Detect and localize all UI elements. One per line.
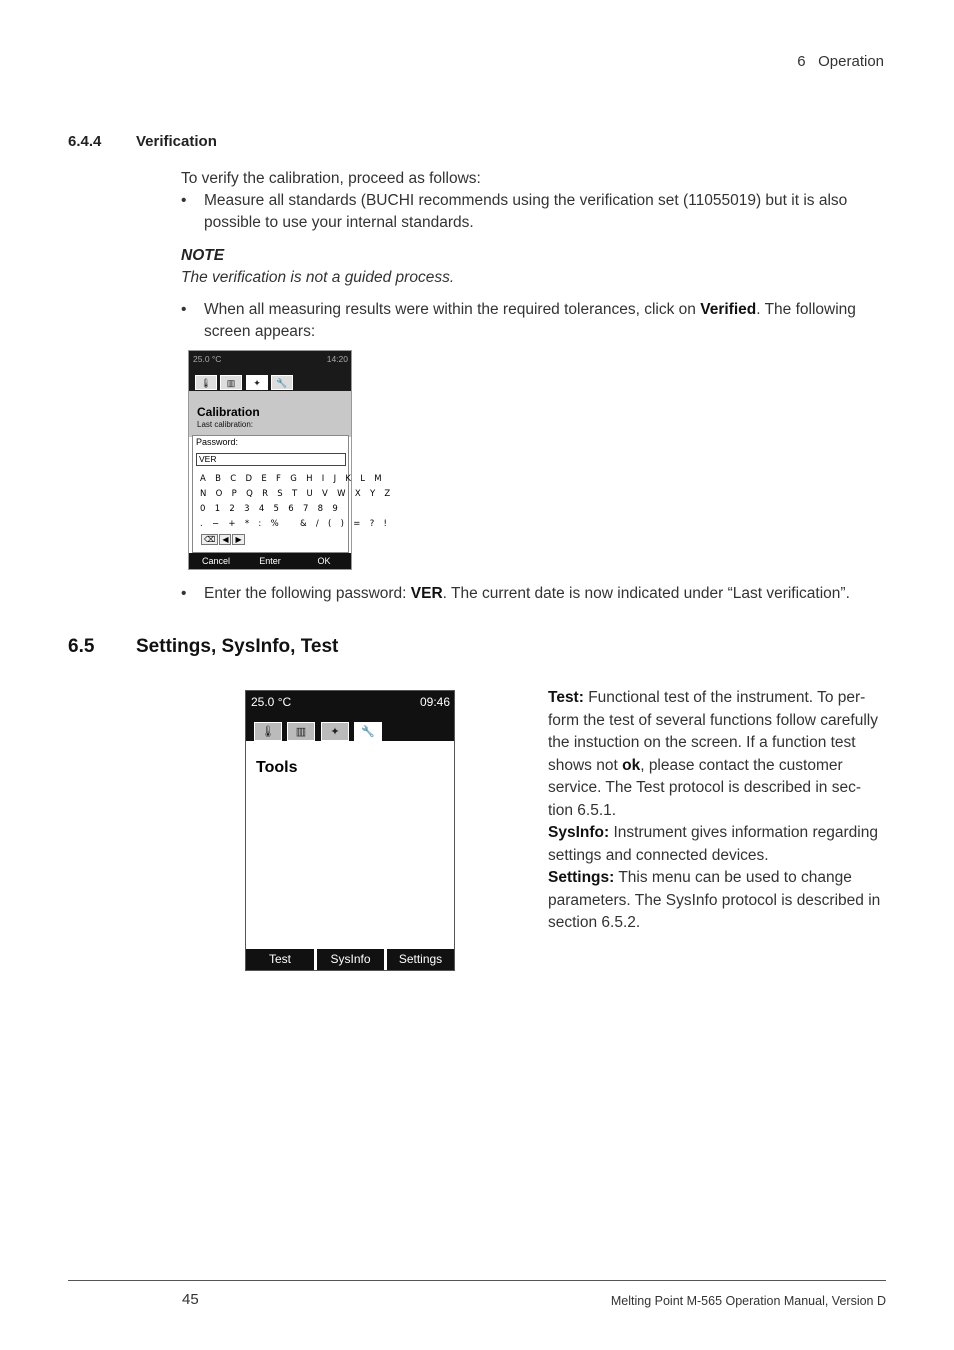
page-number: 45 xyxy=(182,1291,199,1308)
thermometer-icon[interactable]: 🌡 xyxy=(195,375,217,390)
bullet-2-text-end: . The following xyxy=(756,301,856,318)
clock-readout: 09:46 xyxy=(419,695,450,709)
footer-title: Melting Point M-565 Operation Manual, Version D xyxy=(610,1294,886,1308)
temperature-readout: 25.0 °C xyxy=(251,695,292,709)
enter-button[interactable]: Enter xyxy=(259,556,281,566)
temperature-readout: 25.0 °C xyxy=(193,354,222,364)
section-heading-65 xyxy=(68,636,338,658)
sysinfo-label: SysInfo: xyxy=(548,824,610,841)
section-heading-644 xyxy=(68,133,217,150)
bullet-3-text-end: . The current date is now indicated under “Last verification”. xyxy=(442,585,850,602)
bullet-2-text: When all measuring results were within the required tolerances, click on xyxy=(204,301,701,318)
test-ok: ok xyxy=(622,756,641,774)
test-text-a: Functional test of the instrument. To per-form the test of several functions follow carefully the instuction on the screen. If a function test shows not xyxy=(548,689,878,774)
section-title: Settings, SysInfo, Test xyxy=(136,636,339,657)
bullet-dot: • xyxy=(181,192,187,209)
bullet-2-line-a xyxy=(204,299,864,322)
keyboard-row-2[interactable]: N O P Q R S T U V W X Y Z xyxy=(200,489,394,499)
note-title: NOTE xyxy=(181,247,225,264)
footer-divider xyxy=(68,1280,886,1281)
device-screen-tools xyxy=(245,690,455,971)
bullet-3-line xyxy=(204,583,894,606)
thermometer-icon[interactable]: 🌡 xyxy=(254,722,282,741)
keyboard-row-4[interactable]: . − + * : % & / ( ) = ? ! xyxy=(200,519,391,529)
password-label: Password: xyxy=(196,437,239,447)
settings-label: Settings: xyxy=(548,869,615,886)
bullet-3-text: Enter the following password: xyxy=(204,585,411,602)
section-title: Verification xyxy=(136,133,217,150)
keyboard-row-1[interactable]: A B C D E F G H I J K L M xyxy=(200,474,385,484)
bullet-1-line-b: possible to use your internal standards. xyxy=(204,214,474,231)
sample-icon[interactable]: ▥ xyxy=(220,375,242,390)
cancel-button[interactable]: Cancel xyxy=(201,556,230,566)
keyboard-row-3[interactable]: 0 1 2 3 4 5 6 7 8 9 xyxy=(200,504,342,514)
settings-button[interactable]: Settings xyxy=(387,949,454,970)
bullet-dot: • xyxy=(181,301,187,318)
device-screen-password xyxy=(188,350,394,570)
settings-text: This menu can be used to change parameters. The SysInfo protocol is described in section 6.5.2. xyxy=(548,869,881,931)
calibration-title: Calibration xyxy=(197,405,260,419)
wrench-icon[interactable]: 🔧 xyxy=(354,722,382,741)
sysinfo-text: Instrument gives information regarding settings and connected devices. xyxy=(548,824,878,864)
chapter-number: 6 xyxy=(797,53,806,70)
cursor-right-icon[interactable]: ▶ xyxy=(232,534,244,545)
test-text-b: , please contact the customer service. The Test protocol is described in sec-tion 6.5.1. xyxy=(548,756,862,819)
section-number: 6.5 xyxy=(68,636,95,657)
chapter-title: Operation xyxy=(818,53,884,70)
calibration-icon[interactable]: ✦ xyxy=(246,375,268,390)
test-button[interactable]: Test xyxy=(246,949,314,970)
cursor-left-icon[interactable]: ◀ xyxy=(219,534,231,545)
sysinfo-button[interactable]: SysInfo xyxy=(317,949,384,970)
wrench-icon[interactable]: 🔧 xyxy=(271,375,293,390)
sample-icon[interactable]: ▥ xyxy=(287,722,315,741)
tools-title: Tools xyxy=(256,759,298,776)
intro-text: To verify the calibration, proceed as follows: xyxy=(181,170,481,187)
password-value: VER xyxy=(410,585,443,602)
last-calibration-label: Last calibration: xyxy=(197,420,254,429)
note-text: The verification is not a guided process. xyxy=(181,269,455,286)
password-input[interactable]: VER xyxy=(196,453,346,466)
backspace-icon[interactable]: ⌫ xyxy=(201,534,218,545)
verified-label: Verified xyxy=(700,301,757,318)
keyboard-controls xyxy=(201,534,246,545)
section-number: 6.4.4 xyxy=(68,133,102,150)
ok-button[interactable]: OK xyxy=(317,556,331,566)
clock-readout: 14:20 xyxy=(326,354,348,364)
bullet-1-line-a: Measure all standards (BUCHI recommends using the verification set (11055019) but it is also xyxy=(204,192,848,209)
tools-description xyxy=(548,687,884,935)
calibration-icon[interactable]: ✦ xyxy=(321,722,349,741)
test-label: Test: xyxy=(548,689,584,706)
bullet-dot: • xyxy=(181,585,187,602)
running-header xyxy=(797,53,884,70)
bullet-2-line-b: screen appears: xyxy=(204,323,316,340)
